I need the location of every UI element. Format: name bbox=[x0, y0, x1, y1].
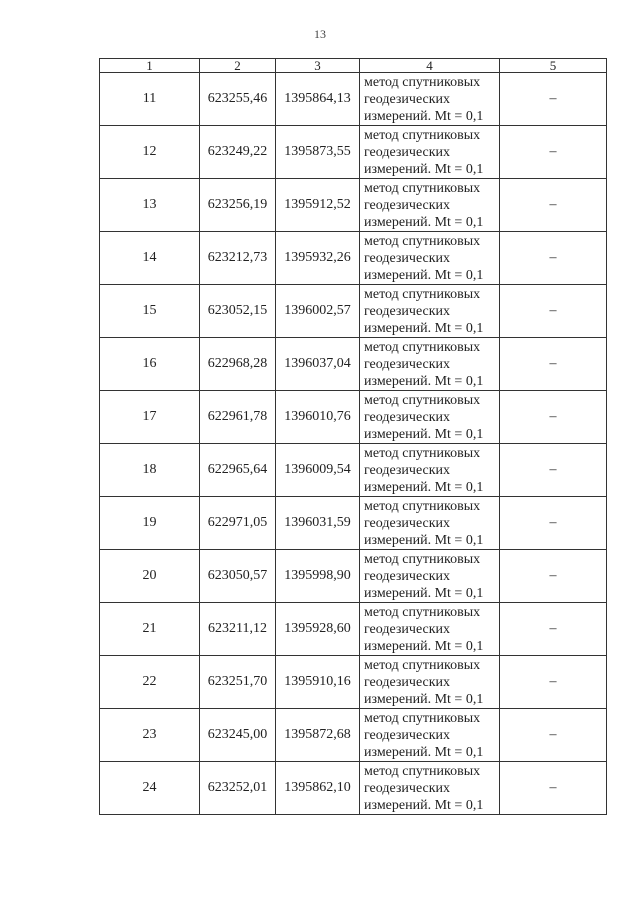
method-cell bbox=[360, 126, 500, 179]
x-coordinate-cell: 623256,19 bbox=[200, 179, 276, 232]
note-cell: – bbox=[500, 709, 607, 762]
table-row bbox=[100, 550, 607, 603]
method-line: измерений. Mt = 0,1 bbox=[364, 373, 484, 389]
method-cell bbox=[360, 232, 500, 285]
method-line: геодезических bbox=[364, 409, 451, 425]
y-coordinate-cell: 1395862,10 bbox=[276, 762, 360, 815]
point-number-cell: 22 bbox=[100, 656, 200, 709]
method-line: измерений. Mt = 0,1 bbox=[364, 797, 484, 813]
method-line: геодезических bbox=[364, 356, 451, 372]
coordinates-table bbox=[99, 58, 607, 815]
x-coordinate-cell: 623212,73 bbox=[200, 232, 276, 285]
x-coordinate-cell: 622971,05 bbox=[200, 497, 276, 550]
note-cell: – bbox=[500, 232, 607, 285]
method-line: метод спутниковых bbox=[364, 763, 481, 779]
y-coordinate-cell: 1396002,57 bbox=[276, 285, 360, 338]
note-cell: – bbox=[500, 444, 607, 497]
method-cell bbox=[360, 497, 500, 550]
method-line: метод спутниковых bbox=[364, 339, 481, 355]
y-coordinate-cell: 1396009,54 bbox=[276, 444, 360, 497]
table-row bbox=[100, 603, 607, 656]
point-number-cell: 14 bbox=[100, 232, 200, 285]
method-line: метод спутниковых bbox=[364, 286, 481, 302]
method-cell bbox=[360, 179, 500, 232]
point-number-cell: 19 bbox=[100, 497, 200, 550]
point-number-cell: 24 bbox=[100, 762, 200, 815]
note-cell: – bbox=[500, 656, 607, 709]
x-coordinate-cell: 622968,28 bbox=[200, 338, 276, 391]
method-line: геодезических bbox=[364, 515, 451, 531]
note-cell: – bbox=[500, 179, 607, 232]
table-row bbox=[100, 285, 607, 338]
method-line: метод спутниковых bbox=[364, 233, 481, 249]
page-number: 13 bbox=[314, 27, 326, 41]
method-line: измерений. Mt = 0,1 bbox=[364, 532, 484, 548]
method-line: метод спутниковых bbox=[364, 710, 481, 726]
method-line: геодезических bbox=[364, 568, 451, 584]
method-line: геодезических bbox=[364, 780, 451, 796]
method-cell bbox=[360, 656, 500, 709]
table-row bbox=[100, 391, 607, 444]
method-line: геодезических bbox=[364, 197, 451, 213]
point-number-cell: 16 bbox=[100, 338, 200, 391]
y-coordinate-cell: 1395998,90 bbox=[276, 550, 360, 603]
point-number-cell: 13 bbox=[100, 179, 200, 232]
method-line: геодезических bbox=[364, 462, 451, 478]
y-coordinate-cell: 1396010,76 bbox=[276, 391, 360, 444]
point-number-cell: 21 bbox=[100, 603, 200, 656]
method-cell bbox=[360, 391, 500, 444]
method-line: геодезических bbox=[364, 91, 451, 107]
table-row bbox=[100, 497, 607, 550]
method-line: измерений. Mt = 0,1 bbox=[364, 320, 484, 336]
x-coordinate-cell: 622961,78 bbox=[200, 391, 276, 444]
method-line: геодезических bbox=[364, 621, 451, 637]
method-line: метод спутниковых bbox=[364, 551, 481, 567]
method-line: метод спутниковых bbox=[364, 127, 481, 143]
x-coordinate-cell: 623255,46 bbox=[200, 73, 276, 126]
y-coordinate-cell: 1395912,52 bbox=[276, 179, 360, 232]
table-body bbox=[100, 59, 607, 815]
method-line: метод спутниковых bbox=[364, 445, 481, 461]
y-coordinate-cell: 1395928,60 bbox=[276, 603, 360, 656]
method-line: метод спутниковых bbox=[364, 180, 481, 196]
point-number-cell: 23 bbox=[100, 709, 200, 762]
y-coordinate-cell: 1395872,68 bbox=[276, 709, 360, 762]
method-cell bbox=[360, 603, 500, 656]
note-cell: – bbox=[500, 338, 607, 391]
x-coordinate-cell: 623052,15 bbox=[200, 285, 276, 338]
method-line: геодезических bbox=[364, 674, 451, 690]
method-line: метод спутниковых bbox=[364, 604, 481, 620]
method-line: измерений. Mt = 0,1 bbox=[364, 214, 484, 230]
method-line: геодезических bbox=[364, 303, 451, 319]
note-cell: – bbox=[500, 126, 607, 179]
table-row bbox=[100, 656, 607, 709]
note-cell: – bbox=[500, 550, 607, 603]
method-cell bbox=[360, 550, 500, 603]
method-line: метод спутниковых bbox=[364, 657, 481, 673]
column-header: 5 bbox=[500, 59, 607, 73]
y-coordinate-cell: 1395910,16 bbox=[276, 656, 360, 709]
x-coordinate-cell: 622965,64 bbox=[200, 444, 276, 497]
table-row bbox=[100, 126, 607, 179]
method-line: геодезических bbox=[364, 250, 451, 266]
y-coordinate-cell: 1396037,04 bbox=[276, 338, 360, 391]
x-coordinate-cell: 623249,22 bbox=[200, 126, 276, 179]
method-line: измерений. Mt = 0,1 bbox=[364, 267, 484, 283]
note-cell: – bbox=[500, 73, 607, 126]
method-cell bbox=[360, 73, 500, 126]
method-line: измерений. Mt = 0,1 bbox=[364, 108, 484, 124]
column-header: 4 bbox=[360, 59, 500, 73]
method-line: измерений. Mt = 0,1 bbox=[364, 585, 484, 601]
x-coordinate-cell: 623245,00 bbox=[200, 709, 276, 762]
note-cell: – bbox=[500, 285, 607, 338]
method-line: метод спутниковых bbox=[364, 498, 481, 514]
note-cell: – bbox=[500, 762, 607, 815]
table-row bbox=[100, 709, 607, 762]
y-coordinate-cell: 1395932,26 bbox=[276, 232, 360, 285]
y-coordinate-cell: 1396031,59 bbox=[276, 497, 360, 550]
point-number-cell: 11 bbox=[100, 73, 200, 126]
method-cell bbox=[360, 444, 500, 497]
point-number-cell: 12 bbox=[100, 126, 200, 179]
method-line: измерений. Mt = 0,1 bbox=[364, 691, 484, 707]
method-line: метод спутниковых bbox=[364, 392, 481, 408]
method-line: геодезических bbox=[364, 727, 451, 743]
point-number-cell: 18 bbox=[100, 444, 200, 497]
x-coordinate-cell: 623252,01 bbox=[200, 762, 276, 815]
method-line: измерений. Mt = 0,1 bbox=[364, 744, 484, 760]
y-coordinate-cell: 1395864,13 bbox=[276, 73, 360, 126]
table-row bbox=[100, 232, 607, 285]
method-cell bbox=[360, 285, 500, 338]
method-line: измерений. Mt = 0,1 bbox=[364, 638, 484, 654]
table-row bbox=[100, 338, 607, 391]
method-line: измерений. Mt = 0,1 bbox=[364, 479, 484, 495]
method-line: измерений. Mt = 0,1 bbox=[364, 426, 484, 442]
note-cell: – bbox=[500, 497, 607, 550]
point-number-cell: 15 bbox=[100, 285, 200, 338]
method-line: геодезических bbox=[364, 144, 451, 160]
x-coordinate-cell: 623211,12 bbox=[200, 603, 276, 656]
method-line: измерений. Mt = 0,1 bbox=[364, 161, 484, 177]
method-cell bbox=[360, 762, 500, 815]
note-cell: – bbox=[500, 391, 607, 444]
method-cell bbox=[360, 709, 500, 762]
method-line: метод спутниковых bbox=[364, 74, 481, 90]
point-number-cell: 20 bbox=[100, 550, 200, 603]
table-row bbox=[100, 73, 607, 126]
x-coordinate-cell: 623251,70 bbox=[200, 656, 276, 709]
method-cell bbox=[360, 338, 500, 391]
point-number-cell: 17 bbox=[100, 391, 200, 444]
column-header: 2 bbox=[200, 59, 276, 73]
table-header-row bbox=[100, 59, 607, 73]
table-row bbox=[100, 444, 607, 497]
x-coordinate-cell: 623050,57 bbox=[200, 550, 276, 603]
table-row bbox=[100, 179, 607, 232]
column-header: 1 bbox=[100, 59, 200, 73]
table-row bbox=[100, 762, 607, 815]
column-header: 3 bbox=[276, 59, 360, 73]
note-cell: – bbox=[500, 603, 607, 656]
y-coordinate-cell: 1395873,55 bbox=[276, 126, 360, 179]
